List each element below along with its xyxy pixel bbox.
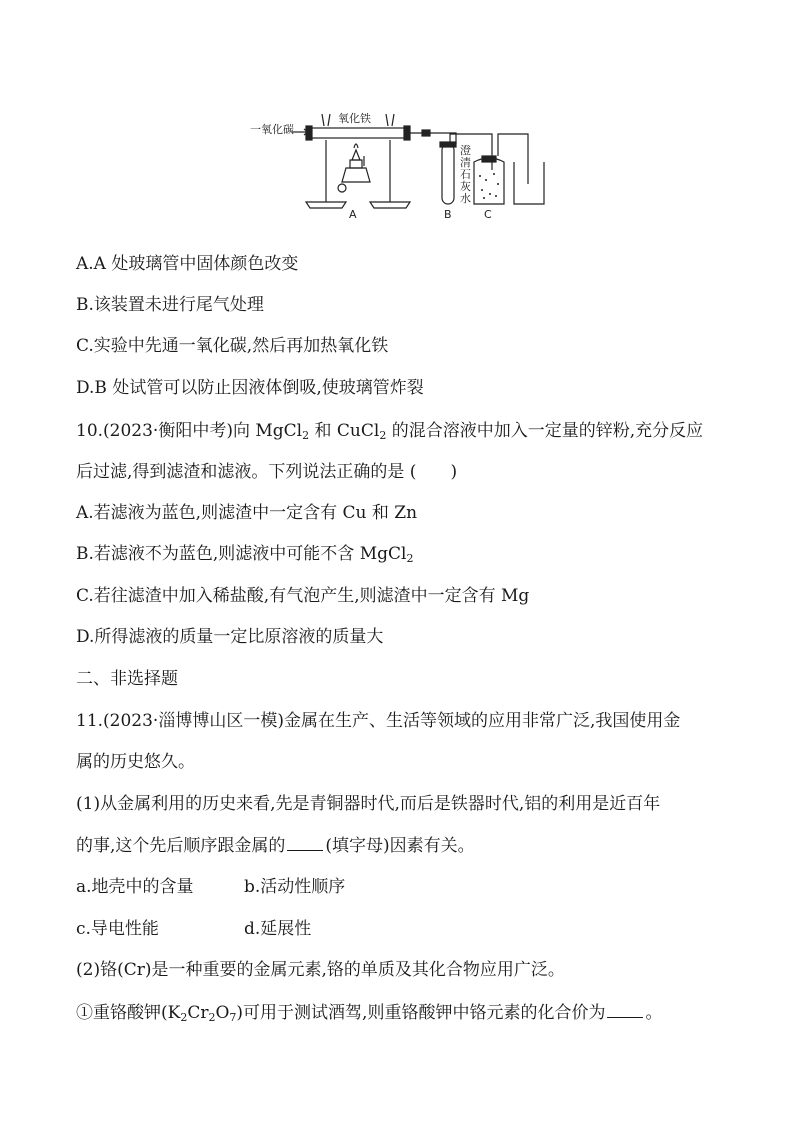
q9-option-a: A.A 处玻璃管中固体颜色改变 [76, 254, 299, 274]
section-heading: 二、非选择题 [76, 669, 178, 689]
answer-blank-1[interactable] [287, 834, 323, 851]
q11-stem-line2: 属的历史悠久。 [76, 752, 195, 772]
label-fe2o3: 氧化铁 [338, 112, 371, 125]
q11-stem-line1: 11.(2023·淄博博山区一模)金属在生产、生活等领域的应用非常广泛,我国使用金 [76, 711, 681, 731]
q11-part1-line2: 的事,这个先后顺序跟金属的 (填字母)因素有关。 [76, 836, 475, 856]
q11-part2-sub1: ①重铬酸钾$(K_2Cr_2O_7)$可用于测试酒驾,则重铬酸钾中铬元素的化合价为 。 [76, 1003, 663, 1024]
q9-option-c: C.实验中先通一氧化碳,然后再加热氧化铁 [76, 336, 389, 356]
q11-part2: (2)铬(Cr)是一种重要的金属元素,铬的单质及其化合物应用广泛。 [76, 960, 565, 980]
q10-stem-line1: 10.(2023·衡阳中考)向 MgCl$_2$ 和 CuCl$_2$ 的混合溶液中加入一定量的锌粉,充分反应 [76, 421, 704, 442]
label-b: B [444, 208, 452, 221]
q10-option-b: B.若滤液不为蓝色,则滤液中可能不含 MgCl$_2$ [76, 544, 414, 565]
q11-option-a: a.地壳中的含量 [76, 877, 194, 897]
q11-option-c: c.导电性能 [76, 919, 159, 939]
label-limewater-3: 石 [460, 168, 471, 181]
q9-option-d: D.B 处试管可以防止因液体倒吸,使玻璃管炸裂 [76, 378, 424, 398]
q11-option-d: d.延展性 [244, 919, 312, 939]
label-limewater-4: 灰 [460, 180, 471, 193]
glass-tube [310, 128, 406, 138]
q10-option-c: C.若往滤渣中加入稀盐酸,有气泡产生,则滤渣中一定含有 Mg [76, 586, 530, 606]
q11-part1-line1: (1)从金属利用的历史来看,先是青铜器时代,而后是铁器时代,铝的利用是近百年 [76, 794, 661, 814]
label-co: 一氧化碳 [250, 123, 294, 136]
label-c: C [484, 208, 492, 221]
label-a: A [349, 208, 357, 221]
q10-stem-line2: 后过滤,得到滤渣和滤液。下列说法正确的是 ( ) [76, 462, 458, 482]
apparatus-figure [246, 104, 546, 222]
q9-option-b: B.该装置未进行尾气处理 [76, 295, 264, 315]
label-limewater-5: 水 [460, 192, 471, 205]
q10-option-a: A.若滤液为蓝色,则滤渣中一定含有 Cu 和 Zn [76, 503, 418, 523]
q11-option-b: b.活动性顺序 [244, 877, 346, 897]
label-limewater-1: 澄 [460, 144, 471, 157]
label-limewater-2: 清 [460, 156, 471, 169]
q10-option-d: D.所得滤液的质量一定比原溶液的质量大 [76, 627, 384, 647]
answer-blank-2[interactable] [607, 1001, 643, 1018]
